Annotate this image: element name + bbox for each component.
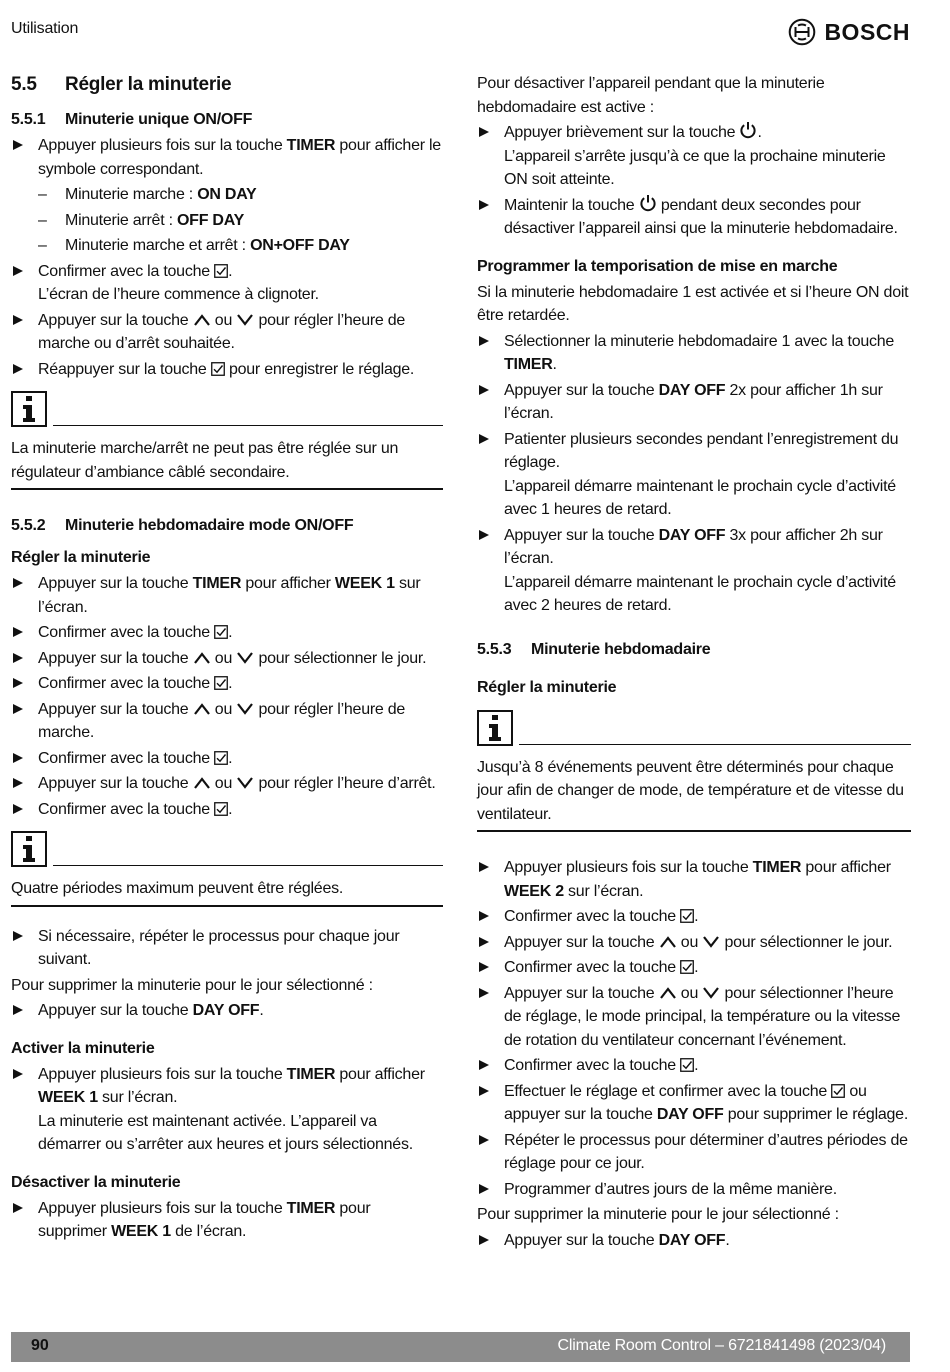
delay-intro: Si la minuterie hebdomadaire 1 est activée et si l’heure ON doit être retardée.: [477, 283, 909, 324]
list-item: Patienter plusieurs secondes pendant l’enregistrement du réglage. L’appareil démarre maintenant le prochain cycle d’activité avec 1 heures de retard.: [477, 428, 911, 522]
list-item: Appuyer sur la touche ou pour sélectionner le jour.: [11, 647, 443, 671]
list-item: Confirmer avec la touche . L’écran de l’heure commence à clignoter.: [11, 260, 443, 307]
subheading-set-timer: Régler la minuterie: [477, 678, 617, 696]
check-box-icon: [680, 1058, 694, 1072]
list-item: Appuyer plusieurs fois sur la touche TIMER pour supprimer WEEK 1 de l’écran.: [11, 1197, 443, 1244]
deactivate-steps: [11, 1197, 443, 1244]
list-item: Appuyer plusieurs fois sur la touche TIMER pour afficher WEEK 1 sur l’écran. La minuterie est maintenant activée. L’appareil va démarrer ou s’arrêter aux heures et jours sélectionnés.: [11, 1063, 443, 1157]
list-item: Maintenir la touche pendant deux secondes pour désactiver l’appareil ainsi que la minuterie hebdomadaire.: [477, 194, 911, 241]
section-5-5-3-heading: 5.5.3 Minuterie hebdomadaire: [477, 640, 711, 658]
chevron-up-icon: [193, 313, 211, 327]
check-box-icon: [214, 802, 228, 816]
brand-wordmark: BOSCH: [824, 18, 910, 45]
left-column: [11, 72, 443, 1246]
list-item: Appuyer plusieurs fois sur la touche TIMER pour afficher le symbole correspondant.: [11, 134, 443, 181]
activate-steps: [11, 1063, 443, 1157]
list-item: Appuyer sur la touche ou pour régler l’heure de marche.: [11, 698, 443, 745]
section-5-5-1-heading: 5.5.1 Minuterie unique ON/OFF: [11, 111, 253, 128]
check-box-icon: [831, 1084, 845, 1098]
chevron-up-icon: [193, 776, 211, 790]
info-icon: [11, 391, 47, 427]
weekly-steps: [477, 856, 911, 1201]
delete-intro: Pour supprimer la minuterie pour le jour sélectionné :: [11, 976, 373, 994]
disable-intro: Pour désactiver l’appareil pendant que la minuterie hebdomadaire est active :: [477, 75, 825, 116]
list-item: Confirmer avec la touche .: [477, 905, 911, 929]
page-header: [11, 18, 910, 48]
note-text: La minuterie marche/arrêt ne peut pas être réglée sur un régulateur d’ambiance câblé secondaire.: [11, 427, 443, 490]
delete-steps: [477, 1229, 911, 1253]
delay-steps: [477, 330, 911, 618]
chevron-down-icon: [236, 702, 254, 716]
list-item: Appuyer brièvement sur la touche . L’appareil s’arrête jusqu’à ce que la prochaine minuterie ON soit atteinte.: [477, 121, 911, 192]
bosch-brand: [788, 18, 910, 46]
subheading-delay: Programmer la temporisation de mise en marche: [477, 257, 838, 275]
timer-modes-list: [38, 183, 443, 258]
subheading-deactivate-timer: Désactiver la minuterie: [11, 1173, 181, 1191]
info-icon: [11, 831, 47, 867]
list-item: Confirmer avec la touche .: [11, 798, 443, 822]
subheading-set-timer: Régler la minuterie: [11, 549, 151, 566]
list-item: – Minuterie arrêt : OFF DAY: [38, 209, 443, 233]
list-item: Appuyer plusieurs fois sur la touche TIMER pour afficher WEEK 2 sur l’écran.: [477, 856, 911, 903]
chevron-down-icon: [702, 935, 720, 949]
chevron-up-icon: [659, 935, 677, 949]
chevron-down-icon: [236, 776, 254, 790]
check-box-icon: [680, 909, 694, 923]
list-item: Confirmer avec la touche .: [11, 672, 443, 696]
document-reference: Climate Room Control – 6721841498 (2023/04): [557, 1337, 886, 1354]
note-text: Jusqu’à 8 événements peuvent être déterminés pour chaque jour afin de changer de mode, de température et de vitesse du ventilateur.: [477, 746, 911, 833]
timer-onoff-steps-cont: [11, 260, 443, 382]
list-item: Programmer d’autres jours de la même manière.: [477, 1178, 911, 1202]
repeat-steps: [11, 925, 443, 972]
list-item: Appuyer sur la touche ou pour sélectionner le jour.: [477, 931, 911, 955]
list-item: Appuyer sur la touche DAY OFF.: [11, 999, 443, 1023]
note-text: Quatre périodes maximum peuvent être réglées.: [11, 867, 443, 907]
chevron-down-icon: [236, 651, 254, 665]
list-item: Confirmer avec la touche .: [477, 956, 911, 980]
list-item: Effectuer le réglage et confirmer avec la touche ou appuyer sur la touche DAY OFF pour supprimer le réglage.: [477, 1080, 911, 1127]
timer-onoff-steps: [11, 134, 443, 181]
check-box-icon: [680, 960, 694, 974]
list-item: Confirmer avec la touche .: [477, 1054, 911, 1078]
page-number: 90: [31, 1337, 49, 1354]
list-item: Sélectionner la minuterie hebdomadaire 1 avec la touche TIMER.: [477, 330, 911, 377]
bosch-logo-icon: [788, 18, 816, 46]
list-item: Appuyer sur la touche DAY OFF 3x pour afficher 2h sur l’écran. L’appareil démarre maintenant le prochain cycle d’activité avec 2 heures de retard.: [477, 524, 911, 618]
power-icon: [639, 194, 657, 212]
chevron-up-icon: [659, 986, 677, 1000]
section-5-5-2-heading: 5.5.2 Minuterie hebdomadaire mode ON/OFF: [11, 517, 354, 534]
list-item: Confirmer avec la touche .: [11, 621, 443, 645]
right-column: [477, 72, 911, 1254]
weekly-onoff-steps: [11, 572, 443, 821]
delete-steps: [11, 999, 443, 1023]
page-footer: [11, 1332, 910, 1362]
list-item: Réappuyer sur la touche pour enregistrer le réglage.: [11, 358, 443, 382]
info-note: [11, 831, 443, 907]
list-item: Appuyer sur la touche ou pour régler l’heure de marche ou d’arrêt souhaitée.: [11, 309, 443, 356]
list-item: Répéter le processus pour déterminer d’autres périodes de réglage pour ce jour.: [477, 1129, 911, 1176]
list-item: – Minuterie marche et arrêt : ON+OFF DAY: [38, 234, 443, 258]
header-section-label: Utilisation: [11, 20, 79, 37]
info-note: [11, 391, 443, 490]
disable-steps: [477, 121, 911, 241]
list-item: Confirmer avec la touche .: [11, 747, 443, 771]
list-item: Appuyer sur la touche DAY OFF 2x pour afficher 1h sur l’écran.: [477, 379, 911, 426]
list-item: – Minuterie marche : ON DAY: [38, 183, 443, 207]
list-item: Appuyer sur la touche DAY OFF.: [477, 1229, 911, 1253]
list-item: Appuyer sur la touche ou pour sélectionner l’heure de réglage, le mode principal, la température ou la vitesse de rotation du ventilateur concernant l’événement.: [477, 982, 911, 1053]
list-item: Si nécessaire, répéter le processus pour chaque jour suivant.: [11, 925, 443, 972]
check-box-icon: [214, 264, 228, 278]
list-item: Appuyer sur la touche TIMER pour afficher WEEK 1 sur l’écran.: [11, 572, 443, 619]
check-box-icon: [211, 362, 225, 376]
check-box-icon: [214, 625, 228, 639]
chevron-down-icon: [236, 313, 254, 327]
chevron-up-icon: [193, 702, 211, 716]
check-box-icon: [214, 676, 228, 690]
list-item: Appuyer sur la touche ou pour régler l’heure d’arrêt.: [11, 772, 443, 796]
info-icon: [477, 710, 513, 746]
section-5-5-heading: 5.5 Régler la minuterie: [11, 74, 232, 95]
subheading-activate-timer: Activer la minuterie: [11, 1039, 155, 1057]
delete-intro: Pour supprimer la minuterie pour le jour sélectionné :: [477, 1206, 839, 1223]
check-box-icon: [214, 751, 228, 765]
info-note: [477, 710, 911, 833]
chevron-up-icon: [193, 651, 211, 665]
power-icon: [739, 121, 757, 139]
chevron-down-icon: [702, 986, 720, 1000]
